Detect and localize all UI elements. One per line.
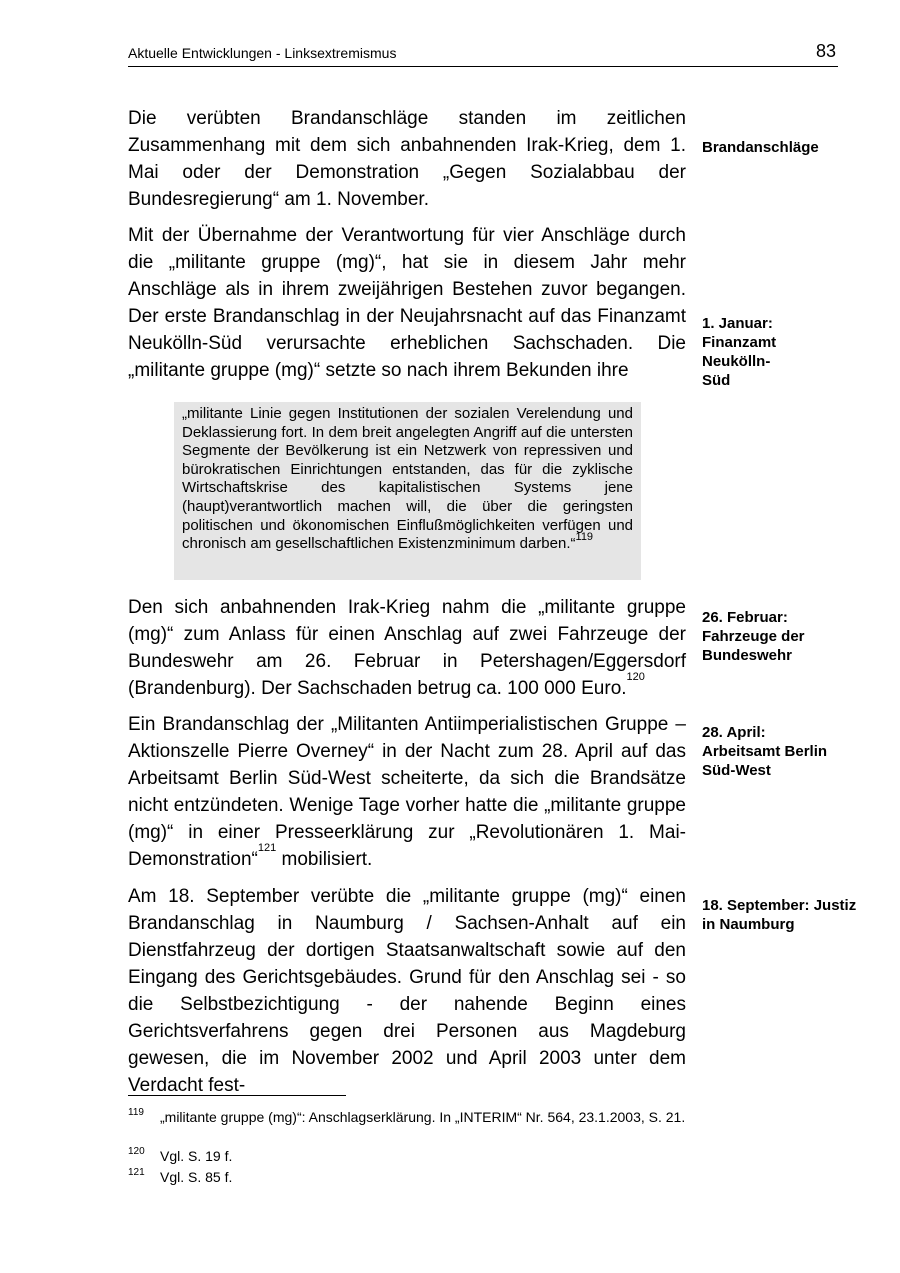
footnote-text: Vgl. S. 19 f. <box>160 1148 233 1164</box>
margin-note-april: 28. April: Arbeitsamt Berlin Süd-West <box>702 724 828 779</box>
footnote-number: 120 <box>128 1146 145 1157</box>
footnote-text: Vgl. S. 85 f. <box>160 1169 233 1185</box>
page-number: 83 <box>815 41 836 61</box>
paragraph-4-text: Ein Brandanschlag der „Militanten Antiimperialistischen Gruppe – Aktionszelle Pierre Overney“ in der Nacht zum 28. April auf das Arbeitsamt Berlin Süd-West scheiterte, da sich die Brandsätze nicht entzündeten. Wenige Tage vorher hatte die „militante gruppe (mg)“ in einer Presseerklärung zur „Revolutionären 1. Mai-Demonstration“ <box>128 714 686 870</box>
footnote-120 <box>128 1147 686 1165</box>
margin-note-februar: 26. Februar: Fahrzeuge der Bundeswehr <box>702 609 805 664</box>
footnote-119 <box>128 1108 686 1126</box>
paragraph-4 <box>128 711 686 873</box>
footnote-121 <box>128 1168 686 1186</box>
header-title: Aktuelle Entwicklungen - Linksextremismus <box>128 45 397 61</box>
footnote-text: „militante gruppe (mg)“: Anschlagserklärung. In „INTERIM“ Nr. 564, 23.1.2003, S. 21. <box>160 1109 686 1125</box>
footnote-ref-121: 121 <box>257 842 277 854</box>
running-header <box>128 38 838 67</box>
paragraph-1: Die verübten Brandanschläge standen im zeitlichen Zusammenhang mit dem sich anbahnenden Irak-Krieg, dem 1. Mai oder der Demonstration „Gegen Sozialabbau der Bundesregierung“ am 1. November. <box>128 108 686 210</box>
block-quote <box>174 402 641 580</box>
footnote-separator <box>128 1095 346 1096</box>
footnote-number: 119 <box>128 1107 144 1118</box>
margin-note-september: 18. September: Justiz in Naumburg <box>702 897 857 933</box>
paragraph-4-tail: mobilisiert. <box>276 849 373 870</box>
paragraph-3-text: Den sich anbahnenden Irak-Krieg nahm die „militante gruppe (mg)“ zum Anlass für einen Anschlag auf zwei Fahrzeuge der Bundeswehr am 26. Februar in Petershagen/Eggersdorf (Brandenburg). Der Sachschaden betrug ca. 100 000 Euro. <box>128 597 686 699</box>
quote-text <box>182 405 633 554</box>
footnote-ref-120: 120 <box>626 671 645 683</box>
footnote-number: 121 <box>128 1167 145 1178</box>
margin-note-januar: 1. Januar: Finanzamt Neukölln-Süd <box>702 315 777 389</box>
paragraph-5: Am 18. September verübte die „militante gruppe (mg)“ einen Brandanschlag in Naumburg / Sachsen-Anhalt auf ein Dienstfahrzeug der dortigen Staatsanwaltschaft sowie auf den Eingang des Gerichtsgebäudes. Grund für den Anschlag sei - so die Selbstbezichtigung - der nahende Beginn eines Gerichtsverfahrens gegen drei Personen aus Magdeburg gewesen, die im November 2002 und April 2003 unter dem Verdacht fest- <box>128 886 686 1096</box>
quote-body: „militante Linie gegen Institutionen der sozialen Verelendung und Deklassierung fort. In dem breit angelegten Angriff auf die untersten Segmente der Bevölkerung ist ein Netzwerk von repressiven und bürokratischen Einrichtungen entstanden, das für die zyklische Wirtschaftskrise des kapitalistischen Systems jene (haupt)verantwortlich machen will, die über die geringsten politischen und ökonomischen Einflußmöglichkeiten verfügen und chronisch am gesellschaftlichen Existenzminimum darben.“ <box>182 405 633 553</box>
paragraph-3 <box>128 594 686 702</box>
paragraph-2: Mit der Übernahme der Verantwortung für vier Anschläge durch die „militante gruppe (mg)“, hat sie in diesem Jahr mehr Anschläge als in ihrem zweijährigen Bestehen zuvor begangen. Der erste Brandanschlag in der Neujahrsnacht auf das Finanzamt Neukölln-Süd verursachte erheblichen Sachschaden. Die „militante gruppe (mg)“ setzte so nach ihrem Bekunden ihre <box>128 225 686 381</box>
footnote-ref-119: 119 <box>575 531 594 544</box>
margin-note-brandanschlaege: Brandanschläge <box>702 139 819 156</box>
